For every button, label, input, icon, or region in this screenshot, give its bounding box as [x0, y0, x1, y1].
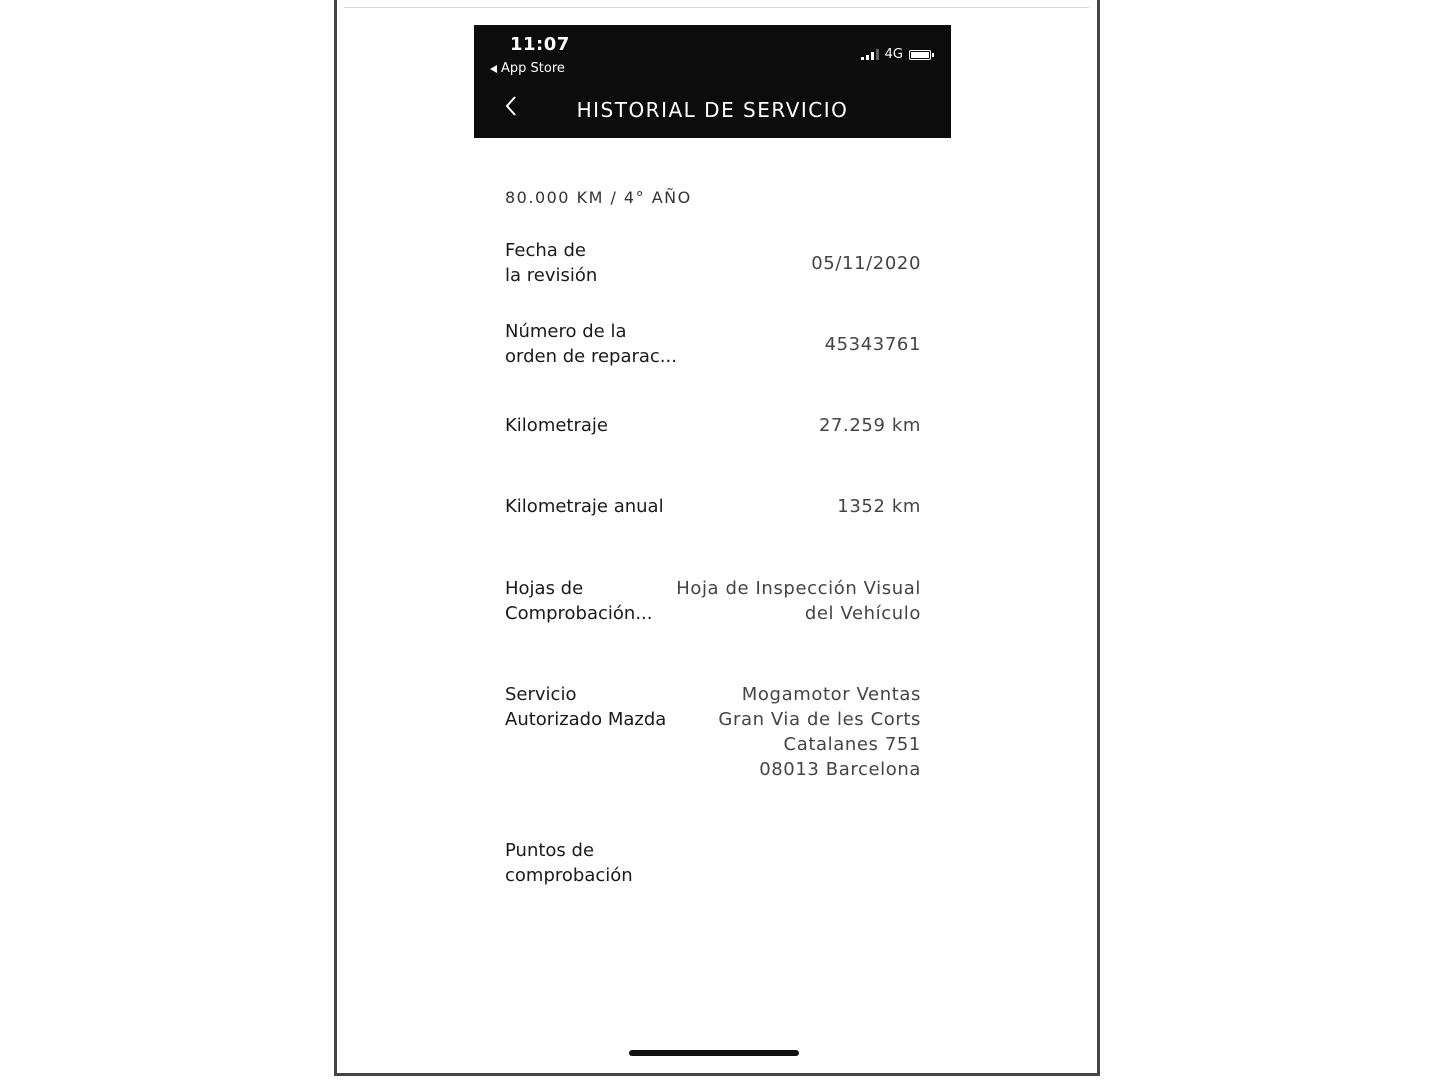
- page-title: HISTORIAL DE SERVICIO: [576, 98, 849, 122]
- detail-row-servicio: [505, 682, 921, 782]
- back-app-label: App Store: [501, 61, 565, 76]
- label-puntos: Puntos de comprobación: [505, 840, 633, 886]
- detail-row-orden: [505, 319, 921, 369]
- detail-row-hojas[interactable]: [505, 576, 921, 626]
- label-servicio: Servicio Autorizado Mazda: [505, 684, 667, 730]
- service-details: [505, 188, 921, 886]
- top-divider: [344, 7, 1089, 8]
- battery-icon: [909, 50, 931, 60]
- signal-bars-icon: [861, 49, 879, 60]
- home-indicator[interactable]: [629, 1050, 799, 1056]
- value-servicio: Mogamotor Ventas Gran Via de les Corts Catalanes 751 08013 Barcelona: [718, 684, 921, 780]
- label-hojas: Hojas de Comprobación...: [505, 578, 653, 624]
- device-frame: [334, 0, 1100, 1076]
- value-fecha: 05/11/2020: [811, 253, 921, 274]
- value-kilometraje-anual: 1352 km: [837, 496, 921, 517]
- label-orden: Número de la orden de reparac...: [505, 321, 677, 367]
- detail-row-kilometraje: [505, 413, 921, 438]
- status-indicators: [861, 47, 931, 62]
- status-time: 11:07: [510, 34, 570, 55]
- label-fecha: Fecha de la revisión: [505, 240, 598, 286]
- label-kilometraje: Kilometraje: [505, 415, 608, 436]
- section-title: 80.000 KM / 4° AÑO: [505, 188, 692, 207]
- value-kilometraje: 27.259 km: [818, 415, 921, 436]
- back-triangle-icon: [490, 65, 497, 73]
- app-header: [474, 25, 951, 138]
- network-type: 4G: [884, 47, 903, 62]
- detail-row-kilometraje-anual: [505, 494, 921, 519]
- value-hojas: Hoja de Inspección Visual del Vehículo: [676, 578, 921, 624]
- label-kilometraje-anual: Kilometraje anual: [505, 496, 664, 517]
- detail-row-puntos[interactable]: [505, 838, 921, 888]
- value-orden: 45343761: [824, 334, 921, 355]
- detail-row-fecha: [505, 238, 921, 288]
- back-to-app-link[interactable]: [490, 61, 565, 76]
